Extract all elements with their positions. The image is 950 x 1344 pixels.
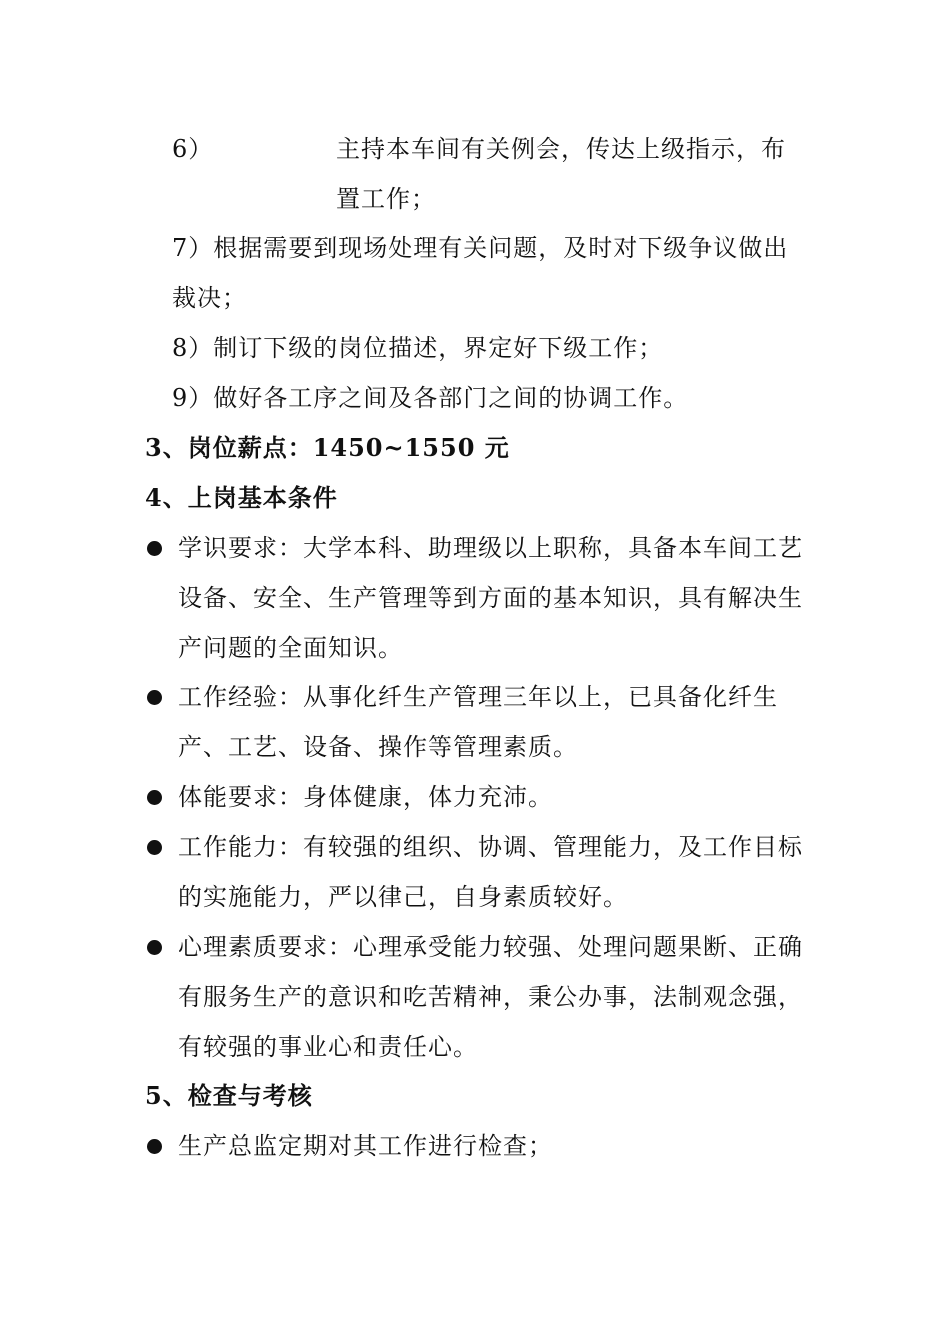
inspection-line-1: 生产总监定期对其工作进行检查； [178,1132,553,1160]
section-5-heading: 5、检查与考核 [145,1081,313,1110]
item-8: 8）制订下级的岗位描述，界定好下级工作； [172,334,664,362]
item-6-text-line-2: 置工作； [336,185,436,213]
requirement-ability-line-1: 工作能力：有较强的组织、协调、管理能力，及工作目标 [178,833,803,861]
requirement-psychology-line-1: 心理素质要求：心理承受能力较强、处理问题果断、正确 [178,933,803,961]
section-4-heading: 4、上岗基本条件 [145,483,338,512]
requirement-experience-line-2: 产、工艺、设备、操作等管理素质。 [178,733,578,761]
bullet-icon [147,840,162,855]
item-7-line-2: 裁决； [172,284,247,312]
bullet-icon [147,790,162,805]
requirement-experience-line-1: 工作经验：从事化纤生产管理三年以上，已具备化纤生 [178,683,778,711]
section-3-heading: 3、岗位薪点：1450~1550 元 [145,433,510,462]
requirement-psychology-line-2: 有服务生产的意识和吃苦精神，秉公办事，法制观念强， [178,983,803,1011]
requirement-psychology-line-3: 有较强的事业心和责任心。 [178,1033,478,1061]
bullet-icon [147,1139,162,1154]
requirement-knowledge-line-1: 学识要求：大学本科、助理级以上职称，具备本车间工艺 [178,534,803,562]
requirement-physical-line-1: 体能要求：身体健康，体力充沛。 [178,783,553,811]
bullet-icon [147,690,162,705]
bullet-icon [147,541,162,556]
requirement-knowledge-line-3: 产问题的全面知识。 [178,634,403,662]
item-7-line-1: 7）根据需要到现场处理有关问题，及时对下级争议做出 [172,234,789,262]
requirement-knowledge-line-2: 设备、安全、生产管理等到方面的基本知识，具有解决生 [178,584,803,612]
requirement-ability-line-2: 的实施能力，严以律己，自身素质较好。 [178,883,628,911]
bullet-icon [147,940,162,955]
item-9: 9）做好各工序之间及各部门之间的协调工作。 [172,384,689,412]
item-6-text-line-1: 主持本车间有关例会，传达上级指示，布 [336,135,786,163]
item-6-number: 6） [172,135,214,163]
